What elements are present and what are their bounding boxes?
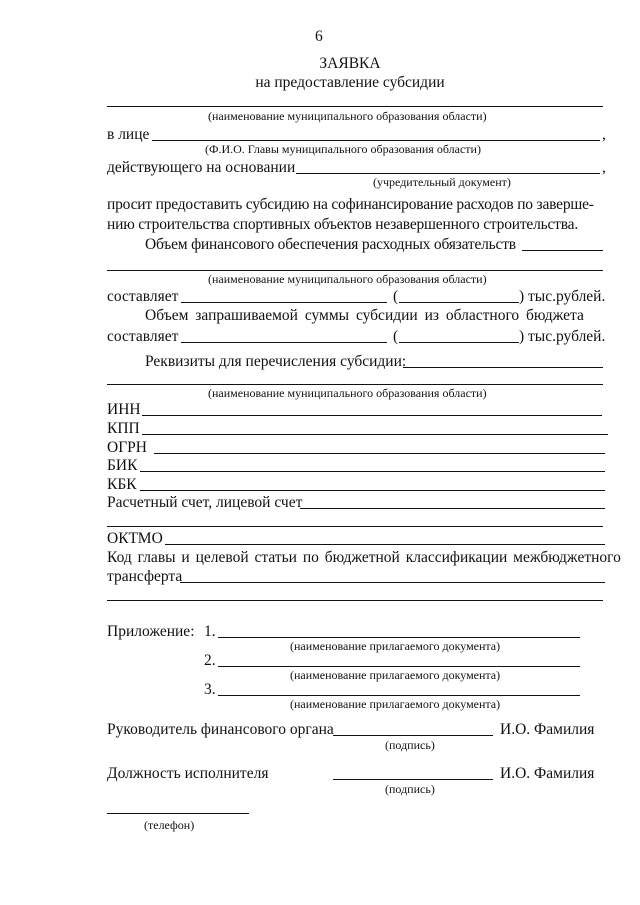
amounts-to-label-2: составляет (107, 328, 179, 345)
kbk-label: КБК (107, 476, 137, 493)
attachment-1-field[interactable] (218, 637, 580, 638)
executor-name: И.О. Фамилия (500, 765, 595, 782)
account-field-2[interactable] (107, 526, 603, 527)
oktmo-label: ОКТМО (107, 530, 163, 547)
phone-field[interactable] (107, 813, 249, 814)
budget-code-field-2[interactable] (107, 600, 603, 601)
oktmo-field[interactable] (165, 544, 605, 545)
form-title: ЗАЯВКА (319, 55, 381, 72)
amount-1-field[interactable] (181, 302, 387, 303)
account-field[interactable] (300, 508, 605, 509)
head-fio-caption: (Ф.И.О. Главы муниципального образования области) (205, 142, 481, 156)
bik-field[interactable] (140, 471, 605, 472)
attachment-number-3: 3. (204, 681, 216, 698)
form-subtitle: на предоставление субсидии (255, 74, 445, 91)
head-signature-caption: (подпись) (385, 738, 435, 752)
acting-basis-label: действующего на основании (107, 159, 296, 176)
ogrn-label: ОГРН (107, 439, 147, 456)
municipal-name-field[interactable] (107, 106, 603, 107)
in-person-label: в лице (107, 126, 150, 143)
volume-label: Объем финансового обеспечения расходных обязательств (145, 236, 516, 253)
paren-open-2: ( (393, 328, 399, 345)
requisites-municipal-field[interactable] (107, 384, 603, 385)
attachment-1-caption: (наименование прилагаемого документа) (290, 639, 501, 653)
amounts-to-label-1: составляет (107, 288, 179, 305)
municipal-name-caption: (наименование муниципального образования области) (208, 109, 487, 123)
bik-label: БИК (107, 457, 138, 474)
founding-doc-caption: (учредительный документ) (373, 175, 511, 189)
inn-label: ИНН (107, 401, 141, 418)
volume-municipal-caption: (наименование муниципального образования области) (208, 272, 487, 286)
phone-caption: (телефон) (144, 818, 195, 832)
amount-2-words-field[interactable] (399, 342, 519, 343)
attachment-2-caption: (наименование прилагаемого документа) (290, 668, 501, 682)
attachment-2-field[interactable] (218, 666, 580, 667)
paren-open-1: ( (393, 288, 399, 305)
thousand-rub-1: ) тыс.рублей. (519, 288, 606, 305)
budget-code-label-line1: Код главы и целевой статьи по бюджетной классификации межбюджетного (107, 549, 621, 566)
account-label: Расчетный счет, лицевой счет (107, 494, 303, 511)
head-title-label: Руководитель финансового органа (107, 721, 334, 738)
attachment-number-2: 2. (204, 652, 216, 669)
kbk-field[interactable] (140, 490, 605, 491)
executor-signature-field[interactable] (333, 779, 493, 780)
amount-1-words-field[interactable] (399, 302, 519, 303)
volume-municipal-field[interactable] (107, 270, 603, 271)
attachment-number-1: 1. (204, 623, 216, 640)
request-text-line1: просит предоставить субсидию на софинансирование расходов по заверше- (107, 196, 594, 213)
requested-label: Объем запрашиваемой суммы субсидии из областного бюджета (145, 307, 584, 324)
requisites-municipal-caption: (наименование муниципального образования области) (208, 386, 487, 400)
thousand-rub-2: ) тыс.рублей. (519, 328, 606, 345)
head-fio-field[interactable] (152, 140, 600, 141)
head-name: И.О. Фамилия (500, 721, 595, 738)
founding-doc-field[interactable] (296, 173, 600, 174)
attachment-3-caption: (наименование прилагаемого документа) (290, 697, 501, 711)
ogrn-field[interactable] (154, 453, 605, 454)
executor-signature-caption: (подпись) (385, 782, 435, 796)
amount-2-field[interactable] (181, 342, 387, 343)
inn-field[interactable] (142, 415, 602, 416)
attachment-3-field[interactable] (218, 695, 580, 696)
executor-title-label: Должность исполнителя (107, 765, 269, 782)
comma-1: , (602, 126, 606, 143)
kpp-field[interactable] (142, 434, 608, 435)
comma-2: , (602, 159, 606, 176)
budget-code-field[interactable] (180, 582, 605, 583)
kpp-label: КПП (107, 420, 140, 437)
request-text-line2: нию строительства спортивных объектов незавершенного строительства. (107, 216, 579, 233)
page-number: 6 (315, 28, 323, 45)
volume-field[interactable] (522, 250, 603, 251)
requisites-field[interactable] (403, 367, 603, 368)
budget-code-label-line2: трансферта (107, 568, 183, 585)
head-signature-field[interactable] (333, 735, 493, 736)
requisites-label: Реквизиты для перечисления субсидии: (145, 353, 407, 370)
attachments-label: Приложение: (107, 623, 195, 640)
